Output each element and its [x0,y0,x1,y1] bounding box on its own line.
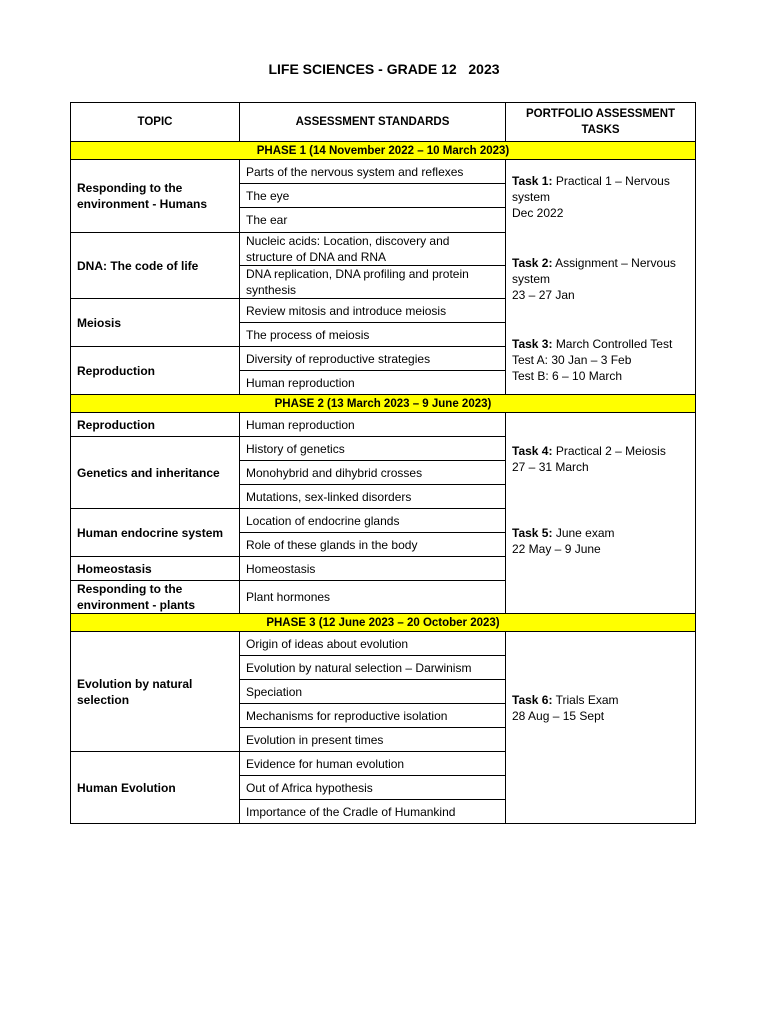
page-title: LIFE SCIENCES - GRADE 12 2023 [268,61,500,77]
task-entry [512,336,689,384]
header-standards: ASSESSMENT STANDARDS [240,103,506,142]
standard-cell: DNA replication, DNA profiling and protein synthesis [240,266,506,299]
task-description: Practical 1 – Nervous system [512,174,670,204]
table-row [71,413,696,437]
standard-cell: Review mitosis and introduce meiosis [240,299,506,323]
task-label: Task 4: [512,444,553,458]
header-tasks: PORTFOLIO ASSESSMENT TASKS [506,103,696,142]
phase-row [71,142,696,160]
standard-cell: Mechanisms for reproductive isolation [240,704,506,728]
task-label: Task 5: [512,525,553,540]
topic-cell: Responding to the environment - Humans [71,160,240,233]
standard-cell: Role of these glands in the body [240,533,506,557]
topic-cell: Reproduction [71,413,240,437]
topic-cell: Human endocrine system [71,509,240,557]
standard-cell: Mutations, sex-linked disorders [240,485,506,509]
standard-cell: Parts of the nervous system and reflexes [240,160,506,184]
tasks-cell [506,632,696,824]
topic-cell: Human Evolution [71,752,240,824]
task-dates: 23 – 27 Jan [512,287,575,302]
task-description: Assignment – Nervous system [512,255,676,286]
standard-cell: Evolution in present times [240,728,506,752]
topic-cell: Meiosis [71,299,240,347]
standard-cell: Evidence for human evolution [240,752,506,776]
standard-cell: The process of meiosis [240,323,506,347]
phase-label: PHASE 1 (14 November 2022 – 10 March 2023) [71,142,696,160]
task-entry [512,443,689,475]
topic-cell: Responding to the environment - plants [71,581,240,614]
standard-cell: Out of Africa hypothesis [240,776,506,800]
standard-cell: Homeostasis [240,557,506,581]
phase-label: PHASE 3 (12 June 2023 – 20 October 2023) [71,614,696,632]
header-row [71,103,696,142]
topic-cell: DNA: The code of life [71,233,240,299]
task-description: Trials Exam [555,693,619,707]
task-dates: 28 Aug – 15 Sept [512,709,605,723]
task-description: March Controlled Test [555,336,673,351]
task-dates: Test A: 30 Jan – 3 Feb [512,352,632,367]
standard-cell: Speciation [240,680,506,704]
standard-cell: Human reproduction [240,371,506,395]
task-label: Task 6: [512,693,553,707]
task-dates: 27 – 31 March [512,460,589,474]
task-label: Task 3: [512,336,553,351]
task-description: June exam [555,525,615,540]
topic-cell: Genetics and inheritance [71,437,240,509]
standard-cell: History of genetics [240,437,506,461]
phase-label: PHASE 2 (13 March 2023 – 9 June 2023) [71,395,696,413]
standard-cell: Nucleic acids: Location, discovery and structure of DNA and RNA [240,233,506,266]
assessment-table [70,102,696,824]
phase-row [71,614,696,632]
task-description: Practical 2 – Meiosis [555,444,666,458]
task-entry [512,255,689,303]
topic-cell: Evolution by natural selection [71,632,240,752]
task-label: Task 2: [512,255,553,270]
standard-cell: Importance of the Cradle of Humankind [240,800,506,824]
standard-cell: Human reproduction [240,413,506,437]
task-entry [512,525,689,557]
tasks-cell [506,160,696,395]
standard-cell: The eye [240,184,506,208]
task-entry [512,692,689,724]
phase-row [71,395,696,413]
standard-cell: The ear [240,208,506,233]
table-row [71,160,696,184]
task-dates: Dec 2022 [512,206,564,220]
task-dates: Test B: 6 – 10 March [512,368,623,383]
topic-cell: Reproduction [71,347,240,395]
standard-cell: Monohybrid and dihybrid crosses [240,461,506,485]
standard-cell: Diversity of reproductive strategies [240,347,506,371]
task-label: Task 1: [512,174,553,188]
topic-cell: Homeostasis [71,557,240,581]
task-dates: 22 May – 9 June [512,541,601,556]
header-topic: TOPIC [71,103,240,142]
standard-cell: Origin of ideas about evolution [240,632,506,656]
standard-cell: Location of endocrine glands [240,509,506,533]
table-row [71,632,696,656]
task-entry [512,173,689,221]
tasks-cell [506,413,696,614]
standard-cell: Evolution by natural selection – Darwinism [240,656,506,680]
standard-cell: Plant hormones [240,581,506,614]
